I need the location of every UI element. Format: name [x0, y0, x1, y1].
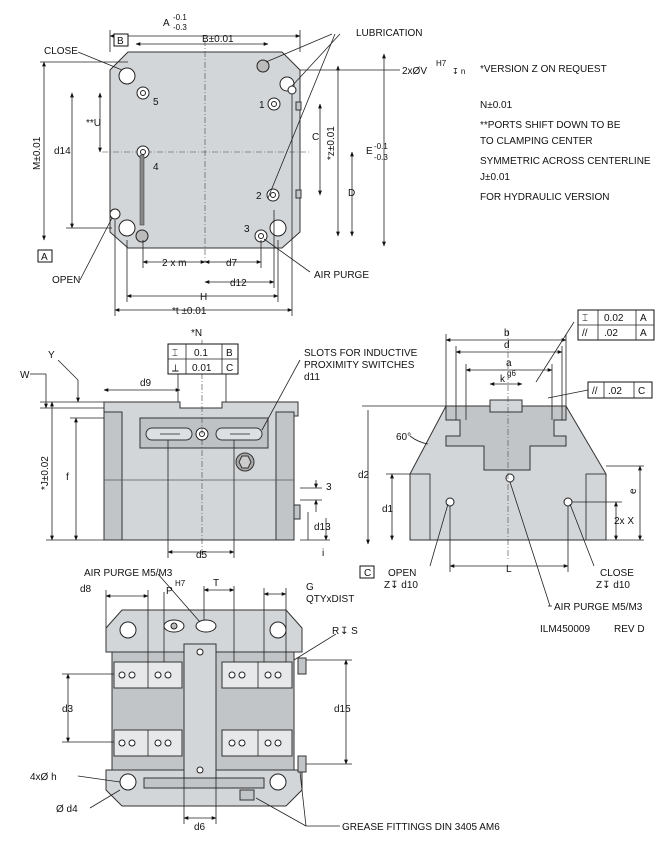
- dim-j: *J±0.02: [40, 456, 51, 490]
- dim-2xm: 2 x m: [162, 258, 187, 269]
- port-2-label: 2: [256, 191, 262, 202]
- top-corner-hole: [119, 220, 135, 236]
- version-z-line: TO CLAMPING CENTER: [480, 136, 593, 147]
- ports-note: [480, 96, 651, 216]
- dim-e: E: [366, 146, 373, 157]
- side-dim-d2: d2: [358, 470, 370, 481]
- bottom-view: [30, 568, 500, 833]
- side-fcf-right-symbol: //: [592, 386, 598, 397]
- fcf1-value: 0.1: [194, 348, 208, 359]
- dim-w: W: [20, 370, 30, 381]
- bottom-dim-4xh: 4xØ h: [30, 772, 57, 783]
- slots-line-3: d11: [304, 372, 320, 383]
- bottom-air-purge: AIR PURGE M5/M3: [84, 568, 173, 579]
- dim-3: 3: [326, 482, 332, 493]
- dim-c: C: [312, 132, 320, 143]
- version-z-line: J±0.01: [480, 172, 510, 183]
- slots-line-1: SLOTS FOR INDUCTIVE: [304, 348, 418, 359]
- bottom-dim-d6: d6: [194, 822, 206, 833]
- bottom-dim-d4: Ø d4: [56, 804, 78, 815]
- slots-line-2: PROXIMITY SWITCHES: [304, 360, 415, 371]
- port-2-inner: [271, 193, 276, 198]
- bottom-dim-qty: QTYxDIST: [306, 594, 355, 605]
- lubrication-label: LUBRICATION: [356, 28, 423, 39]
- dim-d7: d7: [226, 258, 238, 269]
- bottom-dim-r: R: [332, 626, 340, 637]
- revision: REV D: [614, 624, 645, 635]
- dim-y: Y: [48, 350, 55, 361]
- side-close: CLOSE: [600, 568, 634, 579]
- side-dim-d: d: [504, 340, 510, 351]
- port-3-label: 3: [244, 224, 250, 235]
- ports-line: FOR HYDRAULIC VERSION: [480, 192, 610, 203]
- port-3-inner: [259, 234, 264, 239]
- fcf2-datum: C: [226, 363, 234, 374]
- top-corner-hole: [288, 86, 296, 94]
- fcf1-symbol: ⌶: [172, 348, 178, 359]
- dim-n: *N: [191, 328, 203, 339]
- center-rail: [184, 644, 216, 778]
- port-4-inner: [141, 150, 146, 155]
- dim-e-tol-upper: -0.1: [374, 142, 388, 151]
- dim-v-depth: ↧ n: [452, 67, 466, 76]
- open-label: OPEN: [52, 275, 81, 286]
- side-dim-2xx: 2x X: [614, 516, 635, 527]
- version-z-line: N±0.01: [480, 100, 513, 111]
- dim-e-tol-lower: -0.3: [374, 153, 388, 162]
- dim-a: A: [163, 18, 170, 29]
- port-1-inner: [272, 102, 277, 107]
- side-dim-k-fit: g6: [507, 369, 516, 378]
- ports-line: **PORTS SHIFT DOWN TO BE: [480, 120, 621, 131]
- side-fcf-par-value: .02: [604, 328, 618, 339]
- dim-d14: d14: [54, 146, 71, 157]
- close-label: CLOSE: [44, 46, 78, 57]
- side-open: OPEN: [388, 568, 417, 579]
- fcf2-symbol: ⟂: [172, 363, 179, 374]
- ports-line: SYMMETRIC ACROSS CENTERLINE: [480, 156, 651, 167]
- bottom-dim-d3: d3: [62, 704, 74, 715]
- side-fcf-top-value: 0.02: [604, 313, 624, 324]
- port-5-label: 5: [153, 97, 159, 108]
- fcf2-value: 0.01: [192, 363, 212, 374]
- side-dim-d1: d1: [382, 504, 394, 515]
- side-fcf-top-symbol: ⌶: [582, 313, 588, 324]
- side-angle: 60°: [396, 432, 412, 443]
- dowel-hole: [136, 230, 148, 242]
- dim-z: *z±0.01: [326, 126, 337, 160]
- side-open-depth: Z↧ d10: [384, 580, 418, 591]
- dim-v-fit: H7: [436, 59, 447, 68]
- top-corner-hole: [270, 220, 286, 236]
- side-fcf-par-symbol: //: [582, 328, 588, 339]
- side-datum-c: C: [364, 568, 372, 579]
- fcf1-datum: B: [226, 348, 233, 359]
- port-5-inner: [141, 91, 146, 96]
- dim-d9: d9: [140, 378, 152, 389]
- side-fcf-top-datum: A: [640, 313, 647, 324]
- version-z-line: *VERSION Z ON REQUEST: [480, 64, 607, 75]
- side-dim-e: e: [628, 488, 639, 494]
- datum-b: B: [117, 36, 124, 47]
- bottom-dim-r-depth: ↧ S: [340, 626, 358, 637]
- dim-d: D: [348, 188, 356, 199]
- side-fcf-right-datum: C: [638, 386, 646, 397]
- dim-a-tol-lower: -0.3: [173, 23, 187, 32]
- side-fcf-right-value: .02: [608, 386, 622, 397]
- dim-a-tol-upper: -0.1: [173, 13, 187, 22]
- side-close-depth: Z↧ d10: [596, 580, 630, 591]
- bottom-dim-t: T: [213, 578, 220, 589]
- side-fcf-par-datum: A: [640, 328, 647, 339]
- dim-i: i: [322, 548, 325, 559]
- dim-h: H: [200, 292, 208, 303]
- top-corner-hole: [119, 68, 135, 84]
- side-dim-k: k: [500, 374, 505, 385]
- side-dim-a: a: [506, 358, 512, 369]
- bottom-dim-d8: d8: [80, 584, 92, 595]
- bottom-dim-d15: d15: [334, 704, 351, 715]
- drawing-number: ILM450009: [540, 624, 591, 635]
- dim-b: B±0.01: [202, 34, 234, 45]
- front-view: [20, 328, 418, 561]
- bottom-dim-p: P: [166, 586, 173, 597]
- dim-m: M±0.01: [32, 136, 43, 170]
- side-dim-l: L: [506, 564, 512, 575]
- air-purge-label: AIR PURGE: [314, 270, 370, 281]
- side-air-purge: AIR PURGE M5/M3: [554, 602, 643, 613]
- dim-d5: d5: [196, 550, 208, 561]
- dim-f: f: [66, 472, 69, 483]
- top-view: [32, 13, 465, 317]
- datum-a: A: [41, 252, 48, 263]
- dim-t: *t ±0.01: [172, 306, 207, 317]
- port-1-label: 1: [259, 100, 265, 111]
- top-corner-hole: [110, 209, 120, 219]
- dim-d12: d12: [230, 278, 247, 289]
- bottom-dim-g: G: [306, 582, 314, 593]
- bottom-dim-p-fit: H7: [175, 579, 186, 588]
- dim-u: **U: [86, 118, 102, 129]
- dim-d13: d13: [314, 522, 331, 533]
- port-4-label: 4: [153, 162, 159, 173]
- side-dim-b: b: [504, 328, 510, 339]
- grease-fittings: GREASE FITTINGS DIN 3405 AM6: [342, 822, 500, 833]
- dim-v: 2xØV: [402, 66, 428, 77]
